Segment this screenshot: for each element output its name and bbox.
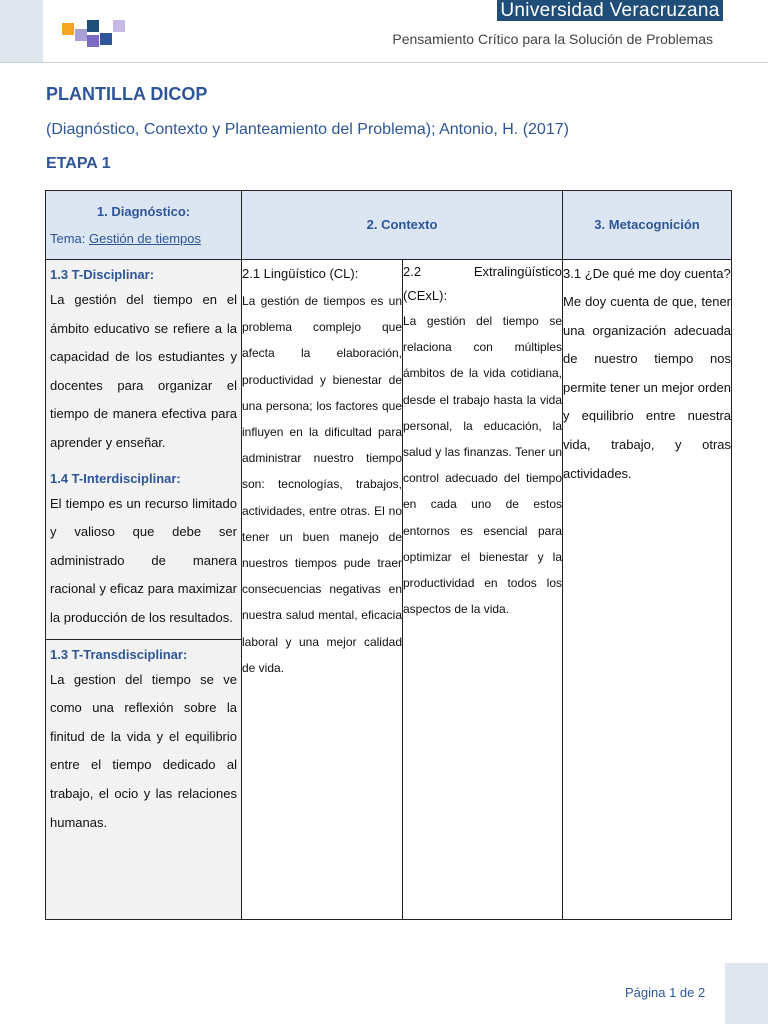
university-name: Universidad Veracruzana xyxy=(497,0,723,21)
document-title: PLANTILLA DICOP xyxy=(46,84,208,104)
linguistico-text: La gestión de tiempos es un problema complejo que afecta la elaboración, productividad y bienestar de una persona; los factores que influyen en la dificultad para administrar nuestro tiempo son: tecnologías, trabajos, actividades, entre otras. El no tener un buen manejo de nuestros tiempos pude traer consecuencias negativas en nuestra salud mental, eficacia laboral y una mejor calidad de vida. xyxy=(242,294,402,675)
transdisciplinar-title: 1.3 T-Transdisciplinar: xyxy=(50,646,188,662)
stage-heading: ETAPA 1 xyxy=(46,155,111,172)
header-divider xyxy=(0,62,768,63)
linguistico-cell xyxy=(242,260,403,920)
dicop-table xyxy=(45,190,732,920)
university-logo xyxy=(62,20,126,50)
transdisciplinar-text: La gestion del tiempo se ve como una reflexión sobre la finitud de la vida y el equilibrio entre el tiempo dedicado al trabajo, el ocio y las relaciones humanas. xyxy=(50,671,237,830)
diagnostico-header xyxy=(46,191,242,260)
contexto-header xyxy=(242,191,563,260)
metacognicion-text: Me doy cuenta de que, tener una organización adecuada de nuestro tiempo nos permite tener un mejor orden y equilibrio entre nuestra vida, trabajo, y otras actividades. xyxy=(563,294,732,481)
disciplinar-title: 1.3 T-Disciplinar: xyxy=(50,267,155,282)
metacognicion-header-label: 3. Metacognición xyxy=(594,217,700,232)
extralinguistico-abbr: (CExL): xyxy=(403,288,448,303)
linguistico-title: 2.1 Lingüístico (CL): xyxy=(242,266,359,281)
extralinguistico-word: Extralingüístico xyxy=(473,264,563,279)
metacognicion-cell xyxy=(563,260,732,920)
extralinguistico-cell xyxy=(403,260,563,920)
theme-line xyxy=(46,231,241,246)
metacognicion-header xyxy=(563,191,732,260)
contexto-header-label: 2. Contexto xyxy=(366,217,438,232)
extralinguistico-title xyxy=(403,260,562,284)
footer-corner-decoration xyxy=(725,963,768,1024)
transdisciplinar-block xyxy=(46,639,241,844)
extralinguistico-number: 2.2 xyxy=(403,264,422,279)
course-name: Pensamiento Crítico para la Solución de Problemas xyxy=(392,31,713,47)
extralinguistico-text: La gestión del tiempo se relaciona con múltiples ámbitos de la vida cotidiana, desde el trabajo hasta la vida personal, la educación, la salud y las finanzas. Tener un control adecuado del tiempo en cada uno de estos entornos es esencial para optimizar el bienestar y la productividad en todos los aspectos de la vida. xyxy=(403,314,563,617)
theme-value: Gestión de tiempos xyxy=(89,231,202,246)
header-corner-decoration xyxy=(0,0,43,62)
diagnostico-column xyxy=(46,260,242,920)
interdisciplinar-title: 1.4 T-Interdisciplinar: xyxy=(50,470,181,486)
document-subtitle: (Diagnóstico, Contexto y Planteamiento del Problema); Antonio, H. (2017) xyxy=(46,121,569,138)
disciplinar-text: La gestión del tiempo en el ámbito educativo se refiere a la capacidad de los estudiantes y docentes para organizar el tiempo de manera efectiva para aprender y enseñar. xyxy=(50,292,237,450)
interdisciplinar-block xyxy=(46,464,241,639)
theme-prefix: Tema: xyxy=(50,231,90,246)
page-number: Página 1 de 2 xyxy=(625,985,706,1000)
metacognicion-question: 3.1 ¿De qué me doy cuenta? xyxy=(563,266,731,281)
disciplinar-block xyxy=(46,260,241,464)
diagnostico-header-label: 1. Diagnóstico: xyxy=(96,204,191,219)
interdisciplinar-text: El tiempo es un recurso limitado y valioso que debe ser administrado de manera racional y eficaz para maximizar la producción de los resultados. xyxy=(50,495,237,625)
